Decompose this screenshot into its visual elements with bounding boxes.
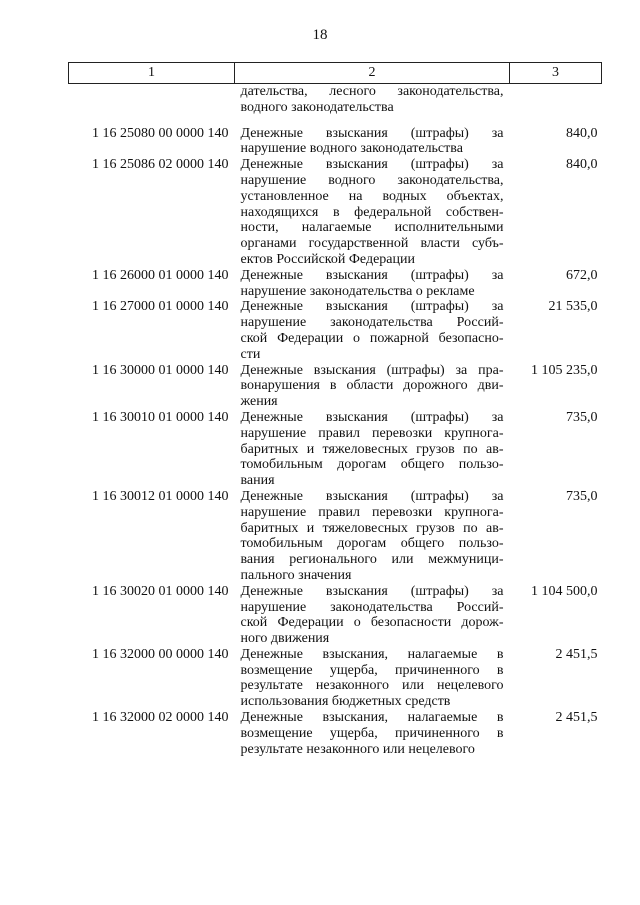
description-line: жения: [240, 394, 278, 410]
description-line: ской Федерации о пожарной безопасно-: [240, 330, 504, 346]
description-line: нарушение водного законодательства,: [240, 172, 504, 188]
description-line: использования бюджетных средств: [240, 694, 451, 710]
description-line: нарушение законодательства о рекламе: [240, 283, 475, 299]
column-header-code: 1: [69, 63, 235, 84]
column-header-amount: 3: [510, 63, 602, 84]
description-line: Денежные взыскания (штрафы) за: [240, 409, 504, 425]
description-cell: [235, 268, 510, 300]
column-number-header-row: [69, 63, 602, 84]
description-line: нарушение законодательства Россий-: [240, 599, 504, 615]
description-cell: [235, 489, 510, 584]
table-row: [69, 268, 602, 300]
revenue-code-cell: 1 16 26000 01 0000 140: [92, 267, 229, 283]
column-header-description: 2: [235, 63, 510, 84]
description-line: Денежные взыскания, налагаемые в: [240, 710, 504, 726]
table-row: [69, 299, 602, 362]
description-line: Денежные взыскания (штрафы) за: [240, 267, 504, 283]
amount-cell: 735,0: [566, 488, 598, 504]
description-cell: [235, 84, 510, 126]
amount-cell: 672,0: [566, 267, 598, 283]
description-line: результате незаконного или нецелевого: [240, 741, 475, 757]
revenue-code-cell: 1 16 32000 02 0000 140: [92, 710, 229, 726]
table-row: [69, 410, 602, 489]
table-row: [69, 157, 602, 268]
description-line: возмещение ущерба, причиненного в: [240, 662, 504, 678]
revenue-code-cell: 1 16 27000 01 0000 140: [92, 299, 229, 315]
description-line: Денежные взыскания (штрафы) за: [240, 157, 504, 173]
description-cell: [235, 710, 510, 757]
description-cell: [235, 126, 510, 158]
description-line: Денежные взыскания (штрафы) за: [240, 583, 504, 599]
amount-cell: 735,0: [566, 409, 598, 425]
description-cell: [235, 299, 510, 362]
description-line: находящихся в федеральной собствен-: [240, 204, 504, 220]
revenue-code-cell: 1 16 30000 01 0000 140: [92, 362, 229, 378]
description-line: нарушение правил перевозки крупнога-: [240, 504, 504, 520]
description-line: Денежные взыскания (штрафы) за: [240, 125, 504, 141]
revenue-code-cell: 1 16 25086 02 0000 140: [92, 157, 229, 173]
description-cell: [235, 157, 510, 268]
table-row: [69, 647, 602, 710]
description-line: нарушение законодательства Россий-: [240, 315, 504, 331]
description-line: Денежные взыскания (штрафы) за: [240, 488, 504, 504]
table-body: [69, 84, 602, 758]
revenue-code-cell: 1 16 30012 01 0000 140: [92, 488, 229, 504]
description-line: ектов Российской Федерации: [240, 251, 415, 267]
description-line: нарушение водного законодательства: [240, 141, 463, 157]
description-line: дательства, лесного законодательства,: [240, 84, 504, 99]
description-line: сти: [240, 346, 261, 362]
description-cell: [235, 584, 510, 647]
description-line: ской Федерации о безопасности дорож-: [240, 615, 504, 631]
description-line: вания регионального или межмуници-: [240, 552, 504, 568]
revenue-code-cell: 1 16 25080 00 0000 140: [92, 125, 229, 141]
table-row: [69, 584, 602, 647]
description-line: Денежные взыскания (штрафы) за: [240, 299, 504, 315]
table-row: [69, 363, 602, 410]
description-line: органами государственной власти субъ-: [240, 236, 504, 252]
description-line: ности, налагаемые исполнительными: [240, 220, 504, 236]
amount-cell: 840,0: [566, 125, 598, 141]
amount-cell: 2 451,5: [555, 646, 598, 662]
revenue-code-cell: 1 16 32000 00 0000 140: [92, 646, 229, 662]
amount-cell: 2 451,5: [555, 710, 598, 726]
description-line: томобильным дорогам общего пользо-: [240, 536, 504, 552]
description-line: результате незаконного или нецелевого: [240, 678, 504, 694]
revenue-code-cell: 1 16 30020 01 0000 140: [92, 583, 229, 599]
description-line: Денежные взыскания, налагаемые в: [240, 646, 504, 662]
table-row: [69, 489, 602, 584]
description-cell: [235, 410, 510, 489]
revenue-code-cell: [69, 84, 235, 126]
description-line: баритных и тяжеловесных грузов по ав-: [240, 441, 504, 457]
description-line: баритных и тяжеловесных грузов по ав-: [240, 520, 504, 536]
description-line: установленное на водных объектах,: [240, 188, 504, 204]
budget-revenue-table: [68, 62, 602, 757]
description-line: возмещение ущерба, причиненного в: [240, 725, 504, 741]
description-line: вонарушения в области дорожного дви-: [240, 378, 504, 394]
description-line: пального значения: [240, 567, 352, 583]
page-number: 18: [312, 27, 328, 43]
description-line: ного движения: [240, 631, 330, 647]
table-row: [69, 126, 602, 158]
amount-cell: 840,0: [566, 157, 598, 173]
description-line: вания: [240, 473, 275, 489]
table-row: [69, 710, 602, 757]
description-line: томобильным дорогам общего пользо-: [240, 457, 504, 473]
description-cell: [235, 647, 510, 710]
description-line: нарушение правил перевозки крупнога-: [240, 425, 504, 441]
description-line: водного законодательства: [240, 99, 394, 115]
revenue-code-cell: 1 16 30010 01 0000 140: [92, 409, 229, 425]
amount-cell: 1 105 235,0: [531, 362, 598, 378]
amount-cell: 21 535,0: [548, 299, 598, 315]
amount-cell: 1 104 500,0: [531, 583, 598, 599]
amount-cell: [510, 84, 602, 126]
table-row-continuation: [69, 84, 602, 126]
description-cell: [235, 363, 510, 410]
description-line: Денежные взыскания (штрафы) за пра-: [240, 362, 504, 378]
